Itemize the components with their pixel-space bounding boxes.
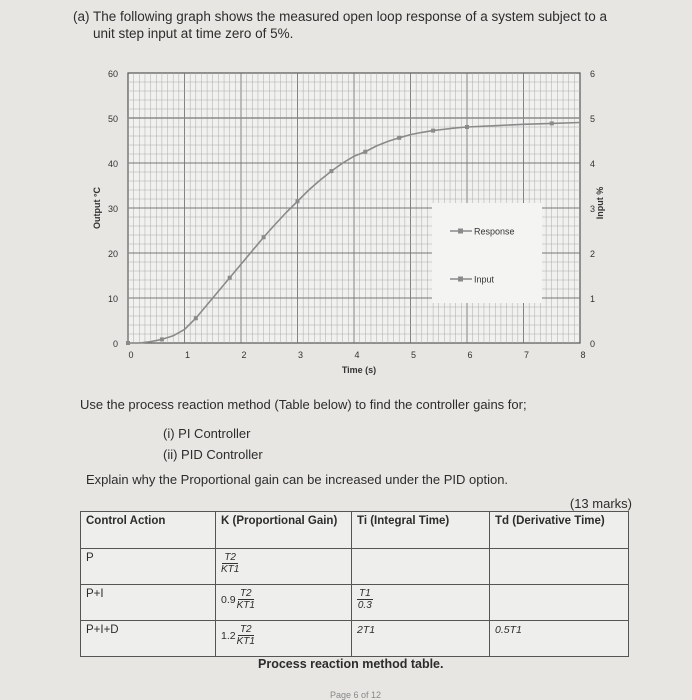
instructions-item-pid: (ii) PID Controller xyxy=(163,447,263,462)
instructions-intro: Use the process reaction method (Table below) to find the controller gains for; xyxy=(80,397,527,412)
row-k: 1.2 $\frac{T2}{KT1}$ xyxy=(216,621,352,657)
y-tick-label: 40 xyxy=(107,159,118,169)
header-td: Td (Derivative Time) xyxy=(490,512,629,549)
instructions-explain: Explain why the Proportional gain can be increased under the PID option. xyxy=(86,472,509,487)
k-fraction: $\frac{T2}{KT1}$ xyxy=(221,552,240,575)
legend-box xyxy=(432,203,542,303)
series-point-0 xyxy=(465,125,469,129)
legend-swatch-marker xyxy=(458,277,463,282)
x-tick-label: 2 xyxy=(241,350,247,360)
x-tick-label: 8 xyxy=(580,350,586,360)
response-chart xyxy=(0,55,692,395)
legend-label: Response xyxy=(474,226,515,237)
legend-swatch-marker xyxy=(458,229,463,234)
x-tick-label: 5 xyxy=(410,350,417,360)
question-line-1: (a) The following graph shows the measured open loop response of a system subject to a xyxy=(73,9,608,24)
series-point-0 xyxy=(296,199,300,203)
table-row xyxy=(81,549,629,585)
series-point-0 xyxy=(329,169,333,173)
x-tick-label: 1 xyxy=(184,350,191,360)
series-point-1 xyxy=(126,341,130,345)
y2-tick-label: 5 xyxy=(590,114,596,124)
x-tick-label: 7 xyxy=(523,350,530,360)
row-ti: 2T1 xyxy=(352,621,490,657)
series-point-0 xyxy=(160,337,164,341)
series-point-0 xyxy=(550,121,554,125)
y-tick-label: 0 xyxy=(112,339,118,349)
y-tick-label: 60 xyxy=(107,69,118,79)
x-axis-label: Time (s) xyxy=(341,365,377,375)
row-action: P+I+D xyxy=(81,621,216,657)
row-ti xyxy=(352,585,490,621)
k-fraction: $\frac{T2}{KT1}$ xyxy=(236,624,255,647)
table-row xyxy=(81,621,629,657)
process-reaction-table xyxy=(80,511,629,657)
k-fraction: $\frac{T2}{KT1}$ xyxy=(236,588,255,611)
header-ti: Ti (Integral Time) xyxy=(352,512,490,549)
table-header-row xyxy=(81,512,629,549)
row-action: P+I xyxy=(81,585,216,621)
y2-axis-label: Input % xyxy=(595,186,605,220)
row-td: 0.5T1 xyxy=(490,621,629,657)
row-k xyxy=(216,549,352,585)
x-tick-label: 3 xyxy=(297,350,304,360)
y-tick-label: 10 xyxy=(107,294,118,304)
y-tick-label: 20 xyxy=(107,249,118,259)
y2-tick-label: 2 xyxy=(590,249,596,259)
y-axis-label: Output °C xyxy=(92,186,102,230)
x-tick-label: 6 xyxy=(467,350,473,360)
instructions-item-pi: (i) PI Controller xyxy=(163,426,251,441)
y-tick-label: 30 xyxy=(107,204,118,214)
y2-tick-label: 6 xyxy=(590,69,596,79)
series-point-0 xyxy=(397,136,401,140)
row-ti xyxy=(352,549,490,585)
y-tick-label: 50 xyxy=(107,114,118,124)
series-point-0 xyxy=(228,276,232,280)
series-point-0 xyxy=(262,235,266,239)
series-point-0 xyxy=(194,316,198,320)
row-action: P xyxy=(81,549,216,585)
x-tick-label: 0 xyxy=(128,350,134,360)
y2-tick-label: 3 xyxy=(590,204,596,214)
row-td xyxy=(490,549,629,585)
row-k: 0.9 $\frac{T2}{KT1}$ xyxy=(216,585,352,621)
marks-label: (13 marks) xyxy=(569,496,632,511)
table-row xyxy=(81,585,629,621)
series-point-0 xyxy=(431,129,435,133)
y2-tick-label: 0 xyxy=(590,339,596,349)
question-text xyxy=(73,8,673,42)
row-td xyxy=(490,585,629,621)
series-point-0 xyxy=(363,150,367,154)
ti-fraction: $\frac{T1}{0.3}$ xyxy=(357,588,372,611)
question-line-2: unit step input at time zero of 5%. xyxy=(93,26,294,41)
y2-tick-label: 1 xyxy=(590,294,596,304)
header-control-action: Control Action xyxy=(81,512,216,549)
y2-tick-label: 4 xyxy=(590,159,596,169)
table-caption: Process reaction method table. xyxy=(258,657,444,671)
header-k: K (Proportional Gain) xyxy=(216,512,352,549)
legend-label: Input xyxy=(474,274,495,285)
x-tick-label: 4 xyxy=(354,350,360,360)
page-footer: Page 6 of 12 xyxy=(330,690,382,700)
chart-legend xyxy=(432,203,542,303)
